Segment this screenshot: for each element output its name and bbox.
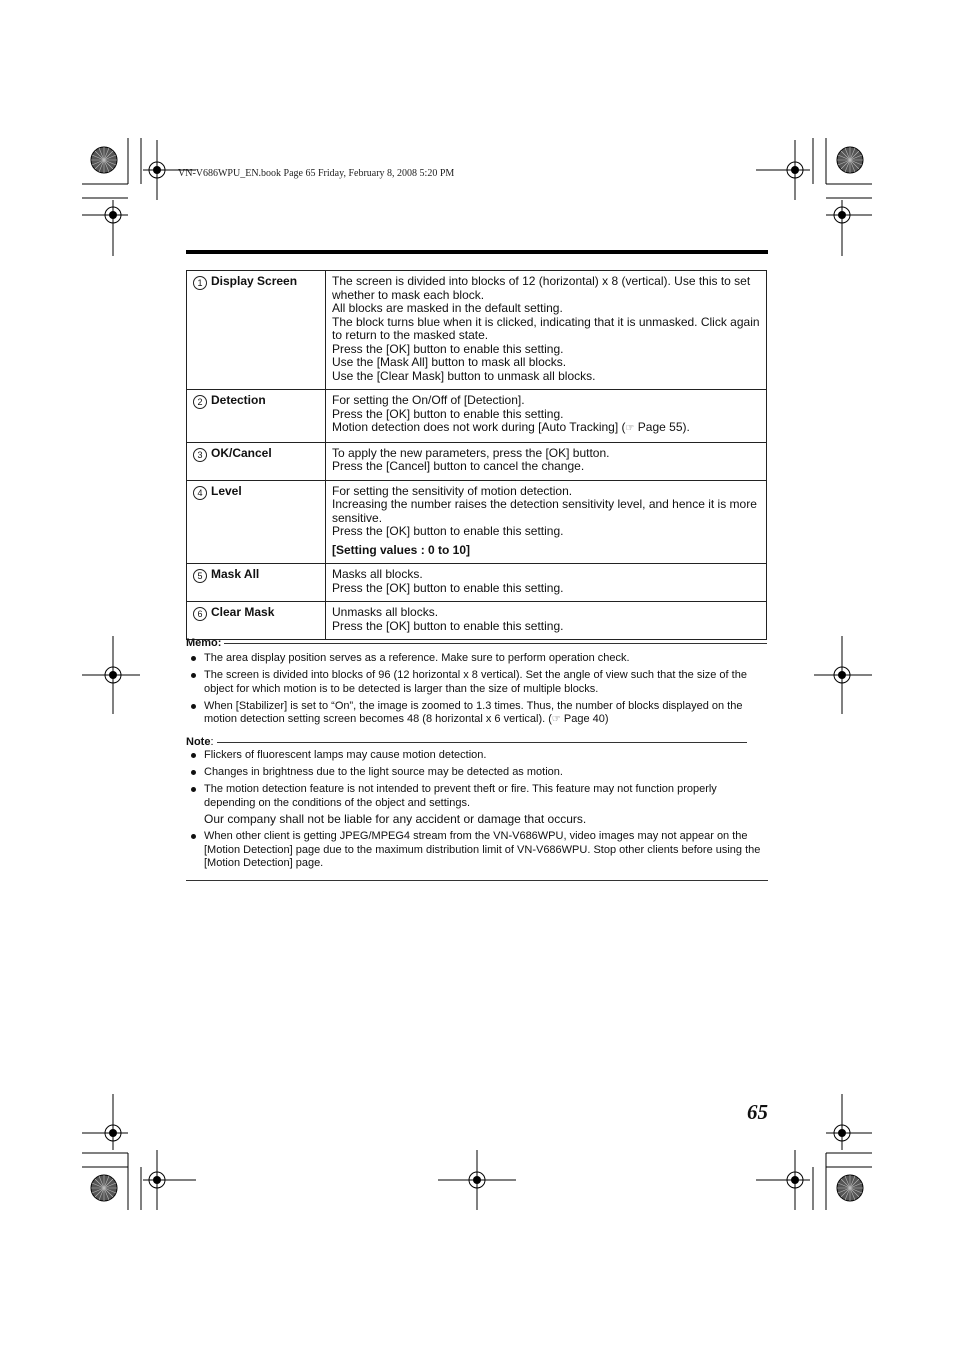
list-item-text: The area display position serves as a reference. Make sure to perform operation check. [204, 652, 630, 664]
row-label-text: Display Screen [211, 274, 298, 288]
crosshair-registration-icon [837, 147, 863, 173]
reference-hand-icon: ☞ [625, 423, 635, 434]
memo-heading [186, 637, 767, 649]
ref-text: Page 55). [634, 420, 690, 434]
memo-title: Memo: [186, 637, 222, 649]
row-label-text: Detection [211, 393, 266, 407]
crosshair-registration-icon [781, 1166, 809, 1194]
row-label-text: Level [211, 483, 242, 498]
description-line: Increasing the number raises the detection sensitivity level, and hence it is more sensitive. [332, 497, 757, 525]
table-row [187, 390, 767, 443]
bottom-rule [186, 880, 768, 881]
description-line [332, 421, 760, 436]
circled-number: 1 [193, 276, 207, 290]
bullet-icon [191, 770, 196, 775]
bullet-icon [191, 656, 196, 661]
description-line: All blocks are masked in the default setting. [332, 301, 563, 315]
file-info-line: VN-V686WPU_EN.book Page 65 Friday, February 8, 2008 5:20 PM [178, 168, 455, 179]
row-label-text: Clear Mask [211, 605, 275, 619]
list-item [190, 783, 767, 827]
list-item [190, 830, 767, 871]
list-item-text: When [Stabilizer] is set to “On”, the image is zoomed to 1.3 times. Thus, the number of blocks displayed on the motion detection setting screen becomes 48 (8 horizontal x 6 vertical). ( [204, 699, 743, 725]
bullet-icon [191, 787, 196, 792]
crosshair-registration-icon [99, 1119, 127, 1147]
circled-number: 4 [193, 486, 207, 500]
table-row [187, 480, 767, 564]
description-line: For setting the On/Off of [Detection]. [332, 393, 525, 407]
bullet-icon [191, 834, 196, 839]
row-description [326, 271, 767, 390]
crosshair-registration-icon [143, 156, 171, 184]
crosshair-registration-icon [828, 1119, 856, 1147]
row-label-text: Mask All [211, 567, 260, 581]
list-item-text: Flickers of fluorescent lamps may cause motion detection. [204, 749, 487, 761]
description-line: The screen is divided into blocks of 12 (horizontal) x 8 (vertical). Use this to set whether to mask each block. [332, 274, 751, 302]
table-row [187, 564, 767, 602]
table-row [187, 442, 767, 480]
row-label-text: OK/Cancel [211, 445, 272, 460]
description-line: To apply the new parameters, press the [OK] button. [332, 445, 610, 460]
page-number: 65 [747, 1100, 768, 1124]
row-description [326, 602, 767, 640]
row-label [187, 442, 326, 480]
description-line: Use the [Clear Mask] button to unmask all blocks. [332, 368, 596, 383]
bullet-icon [191, 753, 196, 758]
description-line: The block turns blue when it is clicked, indicating that it is unmasked. Click again to return to the masked state. [332, 314, 760, 342]
list-item [190, 749, 767, 763]
description-line: For setting the sensitivity of motion detection. [332, 483, 573, 498]
row-label [187, 602, 326, 640]
crosshair-registration-icon [143, 1166, 171, 1194]
disclaimer-text: Our company shall not be liable for any accident or damage that occurs. [204, 812, 587, 826]
description-line: Press the [OK] button to enable this setting. [332, 406, 564, 421]
row-description [326, 480, 767, 564]
crosshair-registration-icon [91, 147, 117, 173]
description-line: Press the [OK] button to enable this setting. [332, 580, 564, 595]
description-line: Press the [OK] button to enable this setting. [332, 524, 564, 538]
list-item-text: Changes in brightness due to the light source may be detected as motion. [204, 766, 563, 778]
circled-number: 6 [193, 607, 207, 621]
list-item-text: Page 40) [560, 713, 609, 725]
description-line: Press the [OK] button to enable this setting. [332, 341, 564, 356]
list-item-text: The motion detection feature is not intended to prevent theft or fire. This feature may not function properly depending on the conditions of the object and settings. [204, 783, 717, 809]
row-label [187, 271, 326, 390]
memo-list [190, 652, 767, 730]
circled-number: 2 [193, 395, 207, 409]
list-item [190, 766, 767, 780]
crosshair-registration-icon [828, 661, 856, 689]
crosshair-registration-icon [91, 1175, 117, 1201]
description-line: Press the [Cancel] button to cancel the change. [332, 459, 585, 473]
reference-hand-icon: ☞ [551, 714, 561, 725]
description-line: Unmasks all blocks. [332, 605, 439, 619]
row-label [187, 564, 326, 602]
bullet-icon [191, 704, 196, 709]
row-description [326, 564, 767, 602]
crosshair-registration-icon [837, 1175, 863, 1201]
table-row [187, 602, 767, 640]
crosshair-registration-icon [781, 156, 809, 184]
crosshair-registration-icon [463, 1166, 491, 1194]
table-row [187, 271, 767, 390]
crosshair-registration-icon [99, 661, 127, 689]
list-item [190, 700, 767, 727]
list-item-text: When other client is getting JPEG/MPEG4 stream from the VN-V686WPU, video images may not appear on the [Motion Detection] page due to the maximum distribution limit of VN-V686WPU. Stop other clients before using the [Motion Detection] page. [204, 830, 761, 869]
ref-text: Motion detection does not work during [Auto Tracking] ( [332, 420, 626, 434]
motion-detection-settings-table [186, 270, 767, 640]
row-label [187, 390, 326, 443]
description-line: Masks all blocks. [332, 567, 423, 581]
note-heading [186, 736, 747, 748]
circled-number: 3 [193, 448, 207, 462]
note-rule [217, 742, 747, 743]
list-item [190, 669, 767, 696]
row-description [326, 442, 767, 480]
top-heading-rule [186, 250, 768, 254]
list-item-text: The screen is divided into blocks of 96 (12 horizontal x 8 vertical). Set the angle of view such that the size of the object for which motion is to be detected is larger than the size of multiple blocks. [204, 669, 747, 695]
description-line: Use the [Mask All] button to mask all blocks. [332, 355, 567, 369]
row-description [326, 390, 767, 443]
crosshair-registration-icon [99, 201, 127, 229]
description-line: Press the [OK] button to enable this setting. [332, 618, 564, 633]
crosshair-registration-icon [828, 201, 856, 229]
note-title: Note [186, 736, 211, 748]
row-label [187, 480, 326, 564]
note-colon: : [210, 736, 214, 748]
note-list [190, 749, 767, 874]
circled-number: 5 [193, 569, 207, 583]
memo-rule [224, 643, 767, 644]
setting-values: [Setting values : 0 to 10] [332, 542, 471, 557]
list-item [190, 652, 767, 666]
bullet-icon [191, 673, 196, 678]
